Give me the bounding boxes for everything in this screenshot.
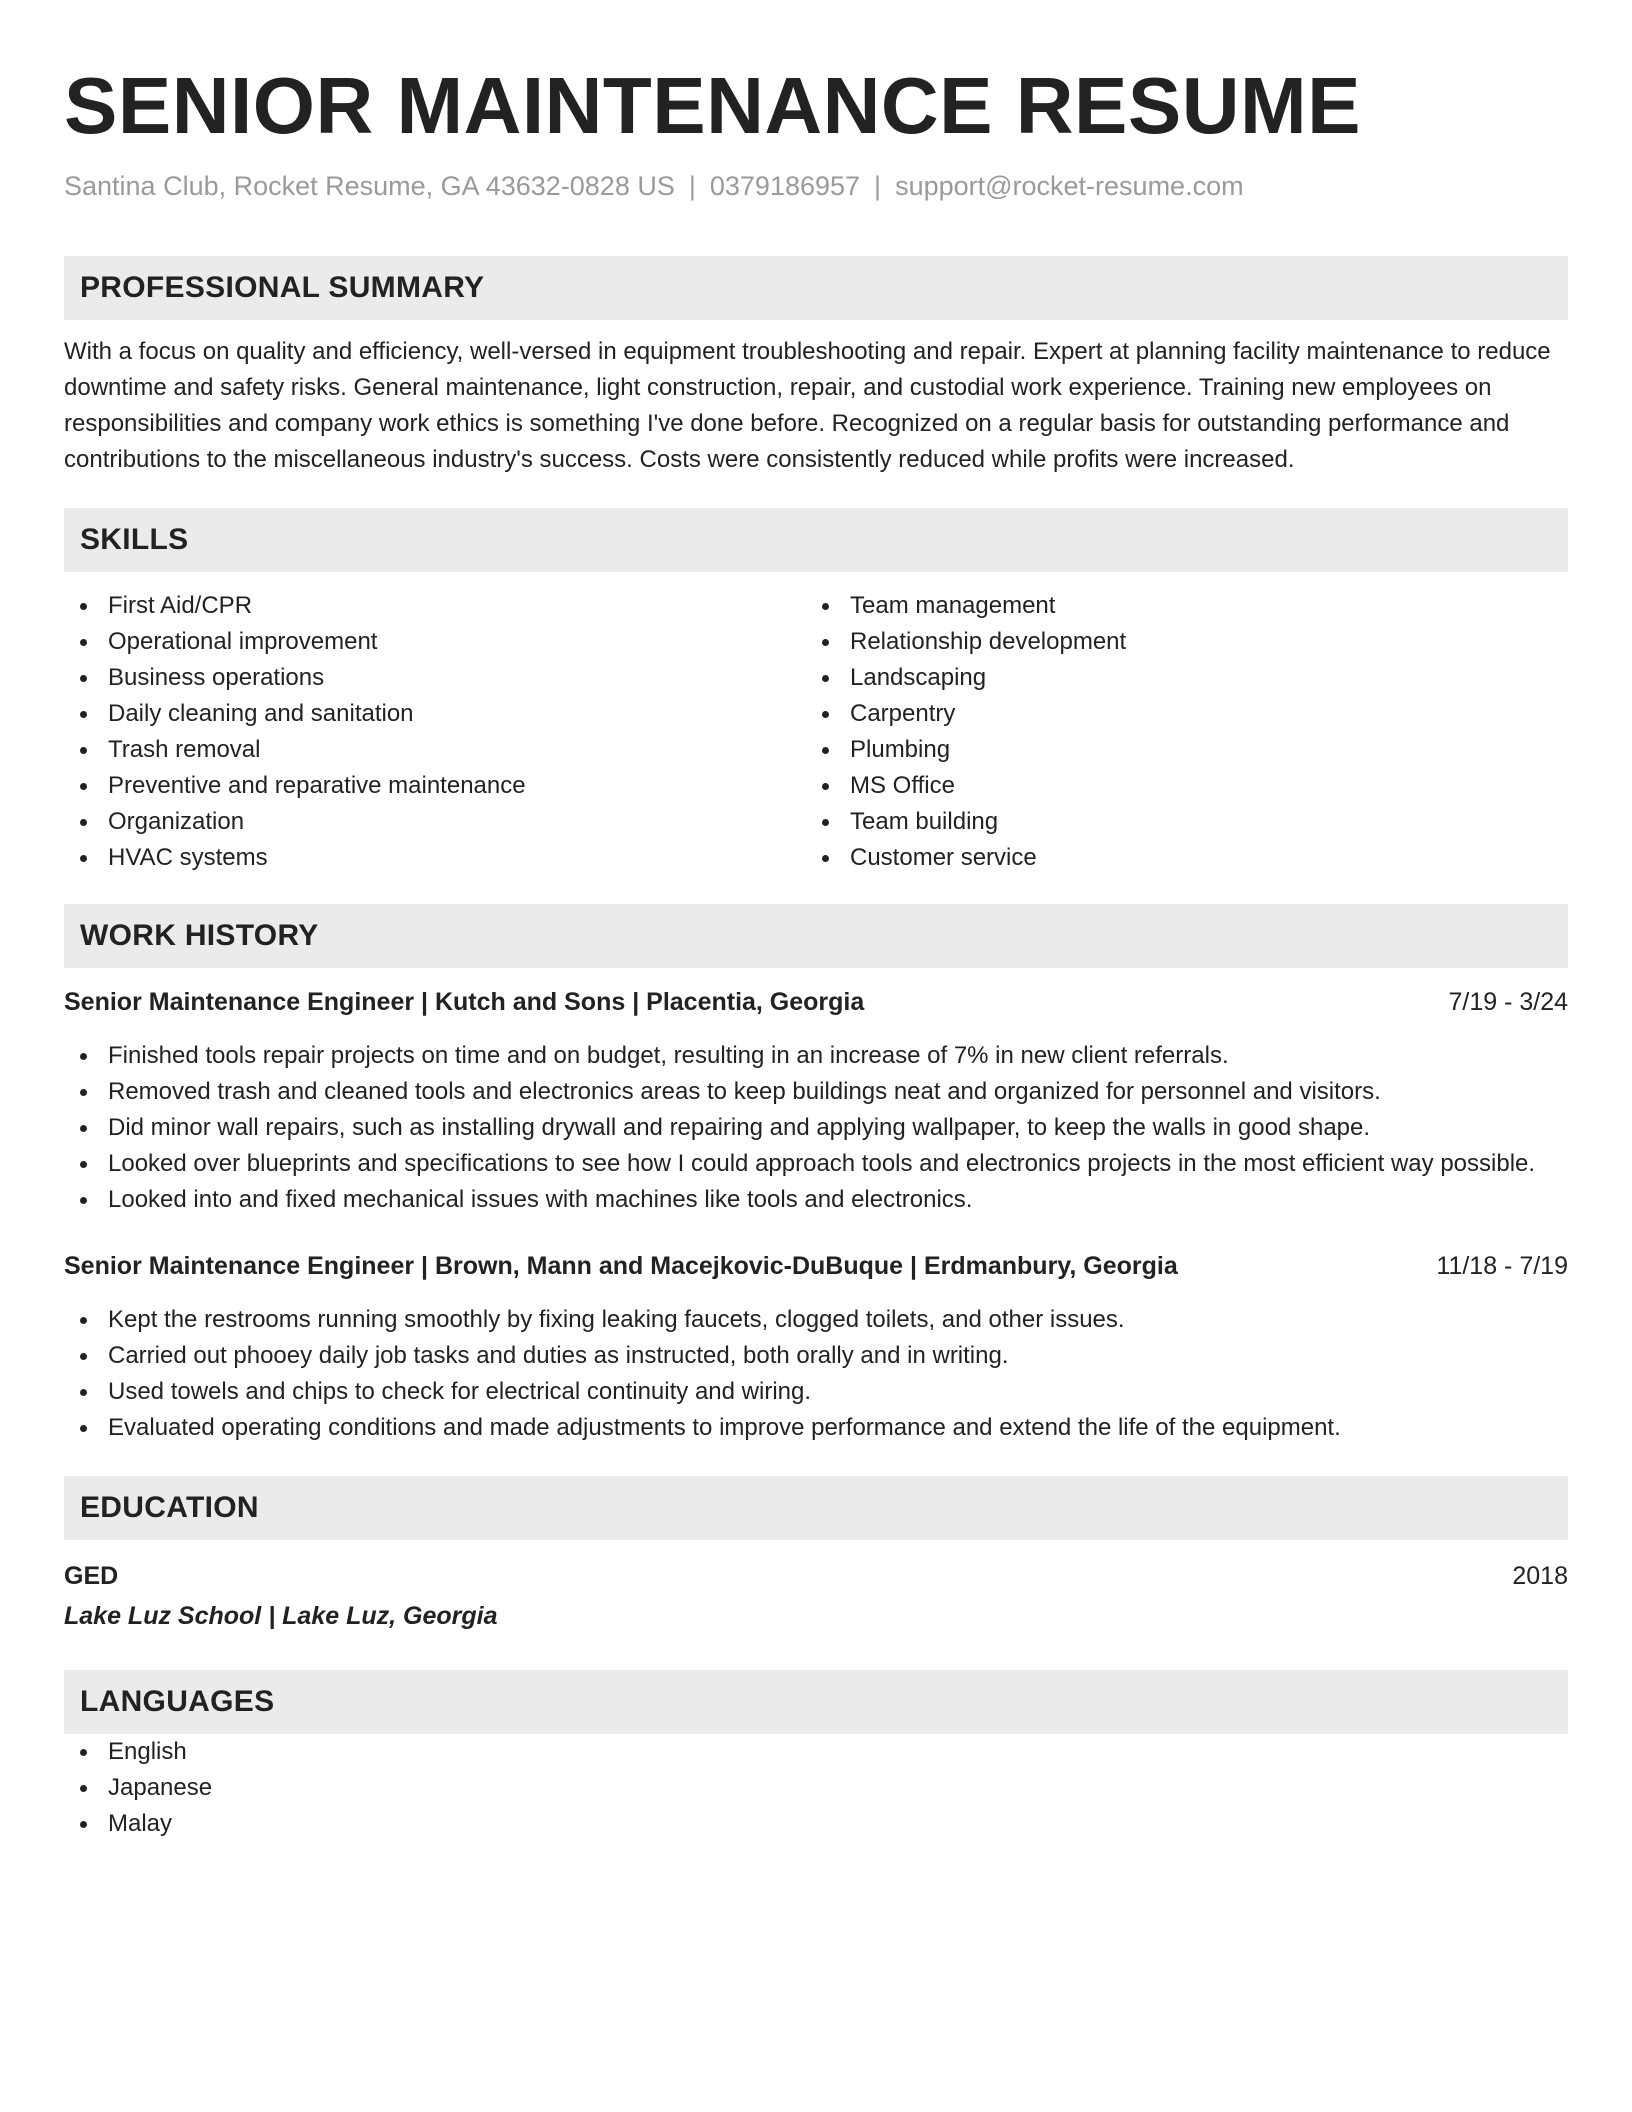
job-entry: [64, 1248, 1568, 1446]
skill-item: MS Office: [806, 768, 1548, 804]
contact-separator: |: [688, 171, 696, 201]
job-bullet: Carried out phooey daily job tasks and duties as instructed, both orally and in writing.: [64, 1338, 1568, 1374]
job-bullet: Used towels and chips to check for electrical continuity and wiring.: [64, 1374, 1568, 1410]
skill-item: Business operations: [64, 660, 806, 696]
education-school: Lake Luz School | Lake Luz, Georgia: [64, 1602, 498, 1630]
section-heading-skills: SKILLS: [64, 508, 1568, 572]
job-bullet: Kept the restrooms running smoothly by fixing leaking faucets, clogged toilets, and other issues.: [64, 1302, 1568, 1338]
section-heading-summary: PROFESSIONAL SUMMARY: [64, 256, 1568, 320]
skill-item: First Aid/CPR: [64, 588, 806, 624]
skill-item: Trash removal: [64, 732, 806, 768]
skill-item: Carpentry: [806, 696, 1548, 732]
job-header: [64, 984, 1568, 1020]
skill-item: Relationship development: [806, 624, 1548, 660]
job-entry: [64, 984, 1568, 1218]
skill-item: Team management: [806, 588, 1548, 624]
job-bullets: [64, 1302, 1568, 1446]
job-dates: 7/19 - 3/24: [1448, 988, 1568, 1016]
skill-item: Preventive and reparative maintenance: [64, 768, 806, 804]
skills-column-left: [64, 588, 806, 876]
education-header: [64, 1558, 1568, 1594]
skill-item: Team building: [806, 804, 1548, 840]
education-degree: GED: [64, 1562, 119, 1590]
contact-line: [64, 168, 1568, 204]
skill-item: Customer service: [806, 840, 1548, 876]
skills-list: [64, 588, 1568, 876]
job-bullet: Looked into and fixed mechanical issues with machines like tools and electronics.: [64, 1182, 1568, 1218]
section-heading-education: EDUCATION: [64, 1476, 1568, 1540]
resume-title: SENIOR MAINTENANCE RESUME: [64, 61, 1362, 150]
education-year: 2018: [1512, 1562, 1568, 1590]
skill-item: Daily cleaning and sanitation: [64, 696, 806, 732]
job-bullets: [64, 1038, 1568, 1218]
job-bullet: Evaluated operating conditions and made adjustments to improve performance and extend the life of the equipment.: [64, 1410, 1568, 1446]
job-dates: 11/18 - 7/19: [1436, 1252, 1568, 1280]
skill-item: Operational improvement: [64, 624, 806, 660]
job-header: [64, 1248, 1568, 1284]
language-item: English: [64, 1734, 1568, 1770]
contact-address: Santina Club, Rocket Resume, GA 43632-0828 US: [64, 171, 675, 201]
language-item: Malay: [64, 1806, 1568, 1842]
job-title: Senior Maintenance Engineer | Kutch and Sons | Placentia, Georgia: [64, 988, 865, 1016]
skill-item: Landscaping: [806, 660, 1548, 696]
job-title: Senior Maintenance Engineer | Brown, Mann and Macejkovic-DuBuque | Erdmanbury, Georgia: [64, 1252, 1178, 1280]
job-bullet: Finished tools repair projects on time and on budget, resulting in an increase of 7% in new client referrals.: [64, 1038, 1568, 1074]
summary-text: With a focus on quality and efficiency, well-versed in equipment troubleshooting and repair. Expert at planning facility maintenance to reduce downtime and safety risks. General maintenance, light construction, repair, and custodial work experience. Training new employees on responsibilities and company work ethics is something I've done before. Recognized on a regular basis for outstanding performance and contributions to the miscellaneous industry's success. Costs were consistently reduced while profits were increased.: [64, 338, 1551, 473]
language-item: Japanese: [64, 1770, 1568, 1806]
job-bullet: Removed trash and cleaned tools and electronics areas to keep buildings neat and organized for personnel and visitors.: [64, 1074, 1568, 1110]
contact-separator: |: [874, 171, 882, 201]
skill-item: Organization: [64, 804, 806, 840]
job-bullet: Looked over blueprints and specifications to see how I could approach tools and electronics projects in the most efficient way possible.: [64, 1146, 1568, 1182]
section-heading-languages: LANGUAGES: [64, 1670, 1568, 1734]
contact-phone: 0379186957: [709, 171, 861, 201]
resume-page: [64, 60, 1568, 1842]
languages-list: [64, 1734, 1568, 1842]
section-heading-work-history: WORK HISTORY: [64, 904, 1568, 968]
contact-email: support@rocket-resume.com: [895, 171, 1244, 201]
job-bullet: Did minor wall repairs, such as installing drywall and repairing and applying wallpaper, to keep the walls in good shape.: [64, 1110, 1568, 1146]
skill-item: Plumbing: [806, 732, 1548, 768]
skills-column-right: [806, 588, 1548, 876]
skill-item: HVAC systems: [64, 840, 806, 876]
